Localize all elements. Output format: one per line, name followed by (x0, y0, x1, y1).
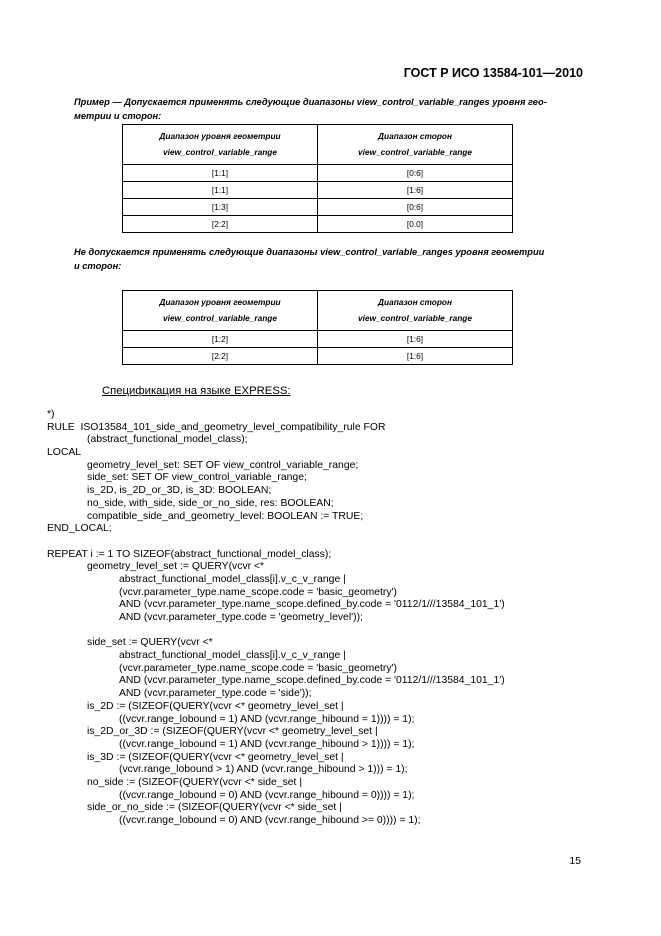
code-line: abstract_functional_model_class[i].v_c_v_range | (119, 573, 346, 585)
code-line: AND (vcvr.parameter_type.code = 'side')); (119, 688, 312, 700)
code-line: compatible_side_and_geometry_level: BOOLEAN := TRUE; (87, 510, 364, 522)
code-line: geometry_level_set := QUERY(vcvr <* (87, 561, 265, 573)
header-line: Диапазон сторон (378, 131, 452, 141)
table-cell: [1:1] (123, 182, 318, 199)
code-line: (vcvr.parameter_type.name_scope.code = 'basic_geometry') (119, 662, 398, 674)
code-line: abstract_functional_model_class[i].v_c_v_range | (119, 650, 346, 662)
code-line: AND (vcvr.parameter_type.name_scope.defined_by.code = '0112/1///13584_101_1') (119, 675, 505, 687)
code-line: ((vcvr.range_lobound = 0) AND (vcvr.range_hibound = 0)))) = 1); (119, 789, 415, 801)
header-line: Диапазон сторон (378, 297, 452, 307)
side-range-header (318, 125, 513, 165)
example-disallowed-line-2: и сторон: (74, 260, 122, 271)
header-line: view_control_variable_range (163, 147, 277, 157)
code-line: geometry_level_set: SET OF view_control_variable_range; (87, 459, 359, 471)
header-line: Диапазон уровня геометрии (159, 297, 281, 307)
code-line: is_2D_or_3D := (SIZEOF(QUERY(vcvr <* geometry_level_set | (87, 726, 378, 738)
code-line (47, 625, 505, 638)
code-line: ((vcvr.range_lobound = 1) AND (vcvr.range_hibound > 1)))) = 1); (119, 738, 415, 750)
table-cell: [1:3] (123, 199, 318, 216)
example-allowed-line-2: метрии и сторон: (74, 110, 162, 121)
geometry-range-header (123, 125, 318, 165)
code-line: no_side := (SIZEOF(QUERY(vcvr <* side_set | (87, 776, 303, 788)
table-row (123, 216, 513, 233)
table-cell: [1:1] (123, 165, 318, 182)
header-line: view_control_variable_range (163, 313, 277, 323)
code-line: RULE ISO13584_101_side_and_geometry_level_compatibility_rule FOR (47, 421, 386, 433)
table-cell: [1:6] (318, 348, 513, 365)
table-cell: [0.0] (318, 216, 513, 233)
table-cell: [1:6] (318, 182, 513, 199)
code-line: *) (47, 409, 55, 420)
code-line: is_2D := (SIZEOF(QUERY(vcvr <* geometry_level_set | (87, 700, 344, 712)
document-code: ГОСТ Р ИСО 13584-101—2010 (403, 66, 583, 80)
example-allowed-line-1: Пример — Допускается применять следующие диапазоны view_control_variable_ranges уровня гео- (74, 97, 547, 107)
example-disallowed-paragraph (74, 246, 586, 273)
code-line: REPEAT i := 1 TO SIZEOF(abstract_functional_model_class); (47, 548, 332, 560)
code-line: ((vcvr.range_lobound = 0) AND (vcvr.range_hibound >= 0)))) = 1); (119, 815, 421, 826)
code-line: is_3D := (SIZEOF(QUERY(vcvr <* geometry_level_set | (87, 751, 344, 763)
table-header-row (123, 125, 513, 165)
code-line: side_set := QUERY(vcvr <* (87, 637, 213, 649)
geometry-range-header (123, 291, 318, 331)
code-line: AND (vcvr.parameter_type.name_scope.defined_by.code = '0112/1///13584_101_1') (119, 599, 505, 611)
side-range-header (318, 291, 513, 331)
table-cell: [1:6] (318, 331, 513, 348)
table-row (123, 331, 513, 348)
table-header-row (123, 291, 513, 331)
code-line: (vcvr.range_lobound > 1) AND (vcvr.range_hibound > 1))) = 1); (119, 764, 408, 776)
code-line (47, 536, 505, 549)
express-spec-title: Спецификация на языке EXPRESS: (102, 385, 291, 397)
code-line: is_2D, is_2D_or_3D, is_3D: BOOLEAN; (87, 485, 272, 497)
header-line: view_control_variable_range (358, 313, 472, 323)
code-line: (vcvr.parameter_type.name_scope.code = 'basic_geometry') (119, 586, 398, 598)
code-line: LOCAL (47, 447, 82, 459)
table-cell: [0:6] (318, 199, 513, 216)
code-line: AND (vcvr.parameter_type.code = 'geometry_level')); (119, 612, 363, 623)
header-line: view_control_variable_range (358, 147, 472, 157)
table-row (123, 182, 513, 199)
header-line: Диапазон уровня геометрии (159, 131, 281, 141)
table-row (123, 348, 513, 365)
code-line: side_set: SET OF view_control_variable_range; (87, 472, 307, 484)
table-row (123, 199, 513, 216)
example-allowed-paragraph (74, 96, 586, 123)
table-row (123, 165, 513, 182)
table-cell: [0:6] (318, 165, 513, 182)
table-cell: [2:2] (123, 348, 318, 365)
code-line: END_LOCAL; (47, 523, 112, 535)
table-cell: [2:2] (123, 216, 318, 233)
example-disallowed-line-1: Не допускается применять следующие диапазоны view_control_variable_ranges уровня геометрии (74, 247, 545, 257)
code-line: no_side, with_side, side_or_no_side, res: BOOLEAN; (87, 497, 334, 509)
code-line: side_or_no_side := (SIZEOF(QUERY(vcvr <* side_set | (87, 802, 342, 814)
express-code-block (47, 409, 505, 828)
disallowed-ranges-table (122, 290, 513, 365)
code-line: (abstract_functional_model_class); (87, 434, 248, 446)
code-line: ((vcvr.range_lobound = 1) AND (vcvr.range_hibound = 1)))) = 1); (119, 713, 415, 725)
table-cell: [1:2] (123, 331, 318, 348)
page-number: 15 (569, 855, 581, 867)
allowed-ranges-table (122, 124, 513, 233)
